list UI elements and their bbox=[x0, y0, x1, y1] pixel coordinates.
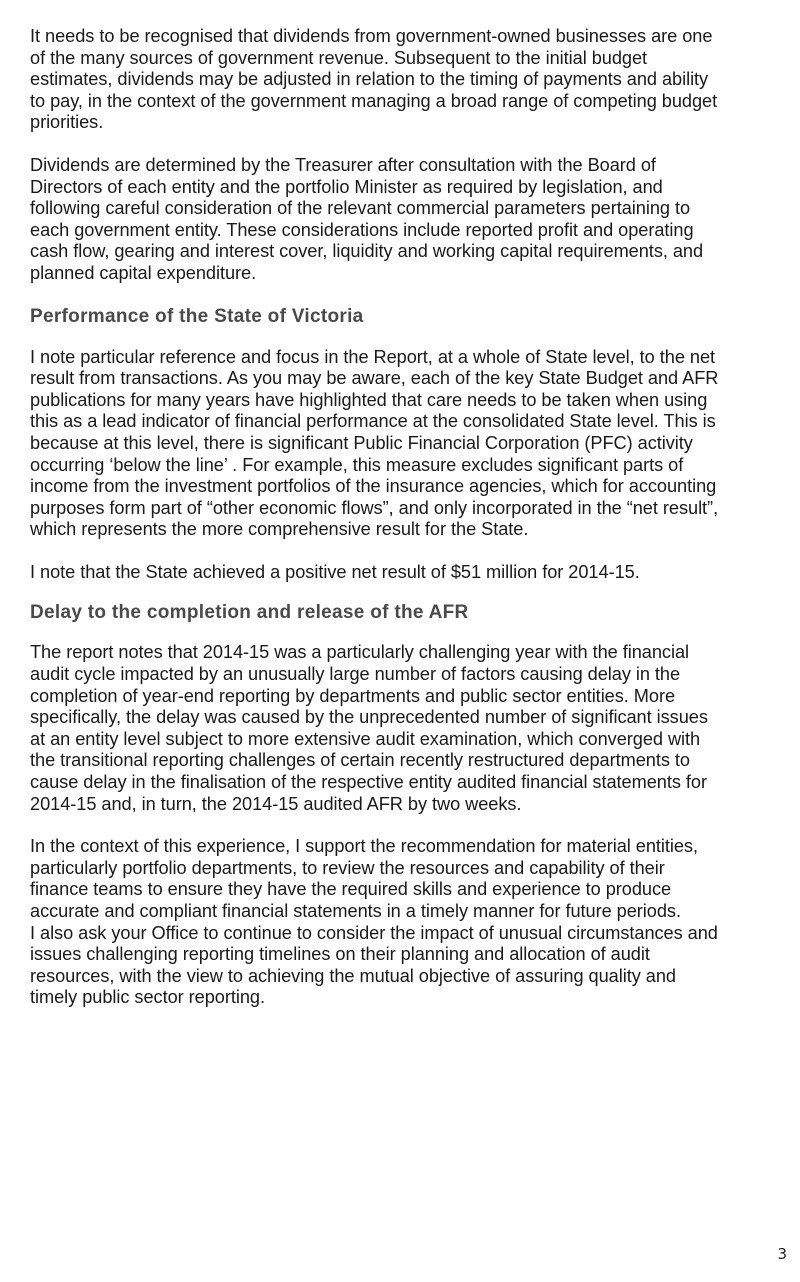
paragraph-dividends-revenue: It needs to be recognised that dividends from government-owned businesses are one of the many sources of government revenue. Subsequent to the initial budget estimates, dividends may be adjusted in relation to the timing of payments and ability to pay, in the context of the government managing a broad range of competing budget priorities. bbox=[30, 26, 718, 133]
section-heading-afr-delay: Delay to the completion and release of the AFR bbox=[30, 602, 469, 624]
page-number: 3 bbox=[777, 1245, 787, 1263]
paragraph-recommendation-support: In the context of this experience, I support the recommendation for material entities, particularly portfolio departments, to review the resources and capability of their finance teams to ensure they have the required skills and experience to produce accurate and compliant financial statements in a timely manner for future periods. I also ask your Office to continue to consider the impact of unusual circumstances and issues challenging reporting timelines on their planning and allocation of audit resources, with the view to achieving the mutual objective of assuring quality and timely public sector reporting. bbox=[30, 836, 718, 1008]
section-heading-performance: Performance of the State of Victoria bbox=[30, 305, 364, 327]
paragraph-dividends-determination: Dividends are determined by the Treasurer after consultation with the Board of Directors of each entity and the portfolio Minister as required by legislation, and following careful consideration of the relevant commercial parameters pertaining to each government entity. These considerations include reported profit and operating cash flow, gearing and interest cover, liquidity and working capital requirements, and planned capital expenditure. bbox=[30, 154, 704, 283]
paragraph-audit-cycle-delay: The report notes that 2014-15 was a particularly challenging year with the financial audit cycle impacted by an unusually large number of factors causing delay in the completion of year-end reporting by departments and public sector entities. More specifically, the delay was caused by the unprecedented number of significant issues at an entity level subject to more extensive audit examination, which converged with the transitional reporting challenges of certain recently restructured departments to cause delay in the finalisation of the respective entity audited financial statements for 2014-15 and, in turn, the 2014-15 audited AFR by two weeks. bbox=[30, 642, 708, 814]
document-body bbox=[30, 26, 790, 1009]
paragraph-positive-net-result: I note that the State achieved a positive net result of $51 million for 2014-15. bbox=[30, 561, 640, 582]
paragraph-net-result-transactions: I note particular reference and focus in the Report, at a whole of State level, to the net result from transactions. As you may be aware, each of the key State Budget and AFR publications for many years have highlighted that care needs to be taken when using this as a lead indicator of financial performance at the consolidated State level. This is because at this level, there is significant Public Financial Corporation (PFC) activity occurring ‘below the line’ . For example, this measure excludes significant parts of income from the investment portfolios of the insurance agencies, which for accounting purposes form part of “other economic flows”, and only incorporated in the “net result”, which represents the more comprehensive result for the State. bbox=[30, 346, 719, 540]
